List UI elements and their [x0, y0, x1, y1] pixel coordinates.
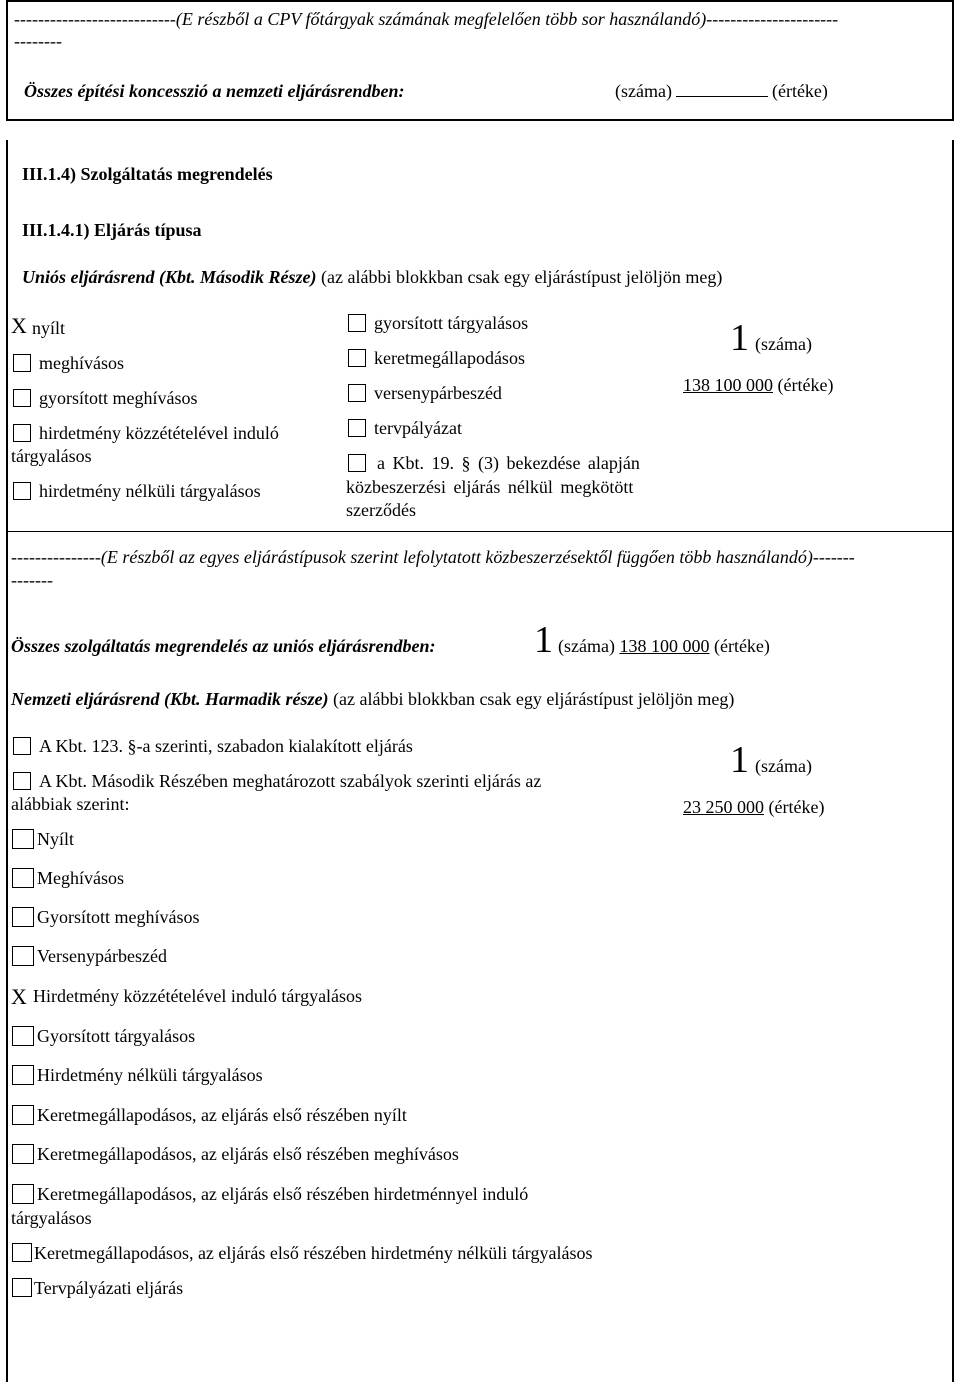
option-invitation: meghívásos [39, 353, 124, 373]
option-accelerated-negotiated: gyorsított tárgyalásos [374, 313, 529, 333]
national-intro-rest: (az alábbi blokkban csak egy eljárástípust jelöljön meg) [328, 689, 735, 709]
option-negotiated-with-notice-l2: tárgyalásos [11, 446, 92, 466]
national-value [683, 796, 824, 818]
national-option-checkbox[interactable] [12, 1065, 34, 1085]
national-option-checkbox[interactable] [12, 829, 34, 849]
eu-block-count: 1 [730, 317, 749, 359]
national-option-label: Gyorsított tárgyalásos [37, 1026, 196, 1046]
checkbox-negotiated-without-notice[interactable] [13, 482, 31, 500]
national-option-label: Keretmegállapodásos, az eljárás első részében nyílt [37, 1105, 407, 1125]
option-accelerated-invitation: gyorsított meghívásos [39, 388, 198, 408]
frame-left [6, 140, 8, 1382]
option-second-part-l2: alábbiak szerint: [11, 794, 130, 814]
checkbox-design-contest[interactable] [348, 419, 366, 437]
national-option-label: Hirdetmény nélküli tárgyalásos [37, 1065, 263, 1085]
eu-note-line2: ------- [11, 570, 53, 590]
national-option-label: Keretmegállapodásos, az eljárás első részében hirdetmény nélküli tárgyalásos [34, 1243, 593, 1263]
eu-note-line1: ---------------(E részből az egyes eljárástípusok szerint lefolytatott közbeszerzésektől függően több használandó)------- [11, 547, 855, 567]
eu-total-count: 1 [534, 619, 553, 661]
eu-intro-italic: Uniós eljárásrend (Kbt. Második Része) [22, 267, 317, 287]
national-option-checkbox[interactable] [12, 946, 34, 966]
checkbox-invitation[interactable] [13, 354, 31, 372]
eu-total-value-label: (értéke) [713, 636, 770, 656]
national-option-label: Meghívásos [37, 868, 124, 888]
eu-total-label: Összes szolgáltatás megrendelés az uniós eljárásrendben: [11, 636, 436, 656]
national-option-checkbox[interactable] [12, 1278, 32, 1297]
construction-total-label: Összes építési koncesszió a nemzeti eljárásrendben: [24, 81, 405, 101]
national-option-checkbox[interactable] [12, 907, 34, 927]
national-option-label: Gyorsított meghívásos [37, 907, 200, 927]
section-heading-service: III.1.4) Szolgáltatás megrendelés [22, 164, 273, 184]
open-mark: X [11, 313, 27, 338]
option-kbt19-l2: közbeszerzési eljárás nélkül megkötött [346, 477, 634, 497]
eu-intro [22, 266, 722, 288]
eu-intro-rest: (az alábbi blokkban csak egy eljárástípust jelöljön meg) [316, 267, 723, 287]
checkbox-competitive-dialogue[interactable] [348, 384, 366, 402]
eu-block-value-number: 138 100 000 [683, 375, 773, 395]
national-intro [11, 688, 734, 710]
eu-total-values [558, 635, 770, 657]
national-intro-italic: Nemzeti eljárásrend (Kbt. Harmadik része) [11, 689, 329, 709]
national-option-checkbox[interactable] [12, 1243, 32, 1262]
count-label: (száma) [615, 81, 672, 101]
option-kbt123: A Kbt. 123. §-a szerinti, szabadon kialakított eljárás [39, 736, 413, 756]
eu-block-divider [6, 531, 954, 532]
option-second-part-l1: A Kbt. Második Részében meghatározott szabályok szerinti eljárás az [39, 771, 542, 791]
eu-block-count-label: (száma) [755, 334, 812, 354]
option-kbt19-l3: szerződés [346, 500, 416, 520]
checkbox-second-part[interactable] [13, 772, 31, 790]
national-option-checkbox[interactable] [12, 1105, 34, 1125]
eu-block-value-label: (értéke) [777, 375, 834, 395]
checkbox-accelerated-negotiated[interactable] [348, 314, 366, 332]
national-option-checked-mark[interactable]: X [11, 984, 27, 1009]
option-kbt19-l1: a Kbt. 19. § (3) bekezdése alapján [377, 453, 640, 473]
checkbox-accelerated-invitation[interactable] [13, 389, 31, 407]
count-blank [676, 82, 768, 97]
option-open: nyílt [32, 318, 66, 338]
national-count-label: (száma) [755, 756, 812, 776]
top-note-line1: ---------------------------(E részből a CPV főtárgyak számának megfelelően több sor használandó)---------------------- [14, 9, 839, 29]
checkbox-kbt19[interactable] [348, 454, 366, 472]
national-option-label: Nyílt [37, 829, 75, 849]
option-negotiated-with-notice-l1: hirdetmény közzétételével induló [39, 423, 279, 443]
option-negotiated-without-notice: hirdetmény nélküli tárgyalásos [39, 481, 261, 501]
checkbox-kbt123[interactable] [13, 737, 31, 755]
option-framework: keretmegállapodásos [374, 348, 525, 368]
national-option-label: Keretmegállapodásos, az eljárás első részében meghívásos [37, 1144, 459, 1164]
national-value-label: (értéke) [768, 797, 825, 817]
checkbox-framework[interactable] [348, 349, 366, 367]
national-count: 1 [730, 739, 749, 781]
eu-block-value [683, 374, 833, 396]
national-option-checkbox[interactable] [12, 1144, 34, 1164]
national-option-checkbox[interactable] [12, 1026, 34, 1046]
frame-right [952, 140, 954, 1382]
national-option-label: Keretmegállapodásos, az eljárás első részében hirdetménnyel induló [37, 1184, 529, 1204]
national-option-checkbox[interactable] [12, 1184, 34, 1204]
option-competitive-dialogue: versenypárbeszéd [374, 383, 502, 403]
construction-total-values [615, 80, 828, 102]
national-option-label: Hirdetmény közzétételével induló tárgyalásos [33, 986, 363, 1006]
checkbox-negotiated-with-notice[interactable] [13, 424, 31, 442]
eu-total-count-label: (száma) [558, 636, 615, 656]
national-option-label: Tervpályázati eljárás [34, 1278, 184, 1298]
value-label: (értéke) [771, 81, 828, 101]
eu-total-value: 138 100 000 [619, 636, 710, 656]
national-option-label: tárgyalásos [11, 1208, 92, 1228]
top-note-line2: -------- [14, 31, 62, 51]
option-design-contest: tervpályázat [374, 418, 462, 438]
national-option-checkbox[interactable] [12, 868, 34, 888]
section-heading-procedure-type: III.1.4.1) Eljárás típusa [22, 220, 202, 240]
national-option-label: Versenypárbeszéd [37, 946, 167, 966]
national-value-number: 23 250 000 [683, 797, 764, 817]
